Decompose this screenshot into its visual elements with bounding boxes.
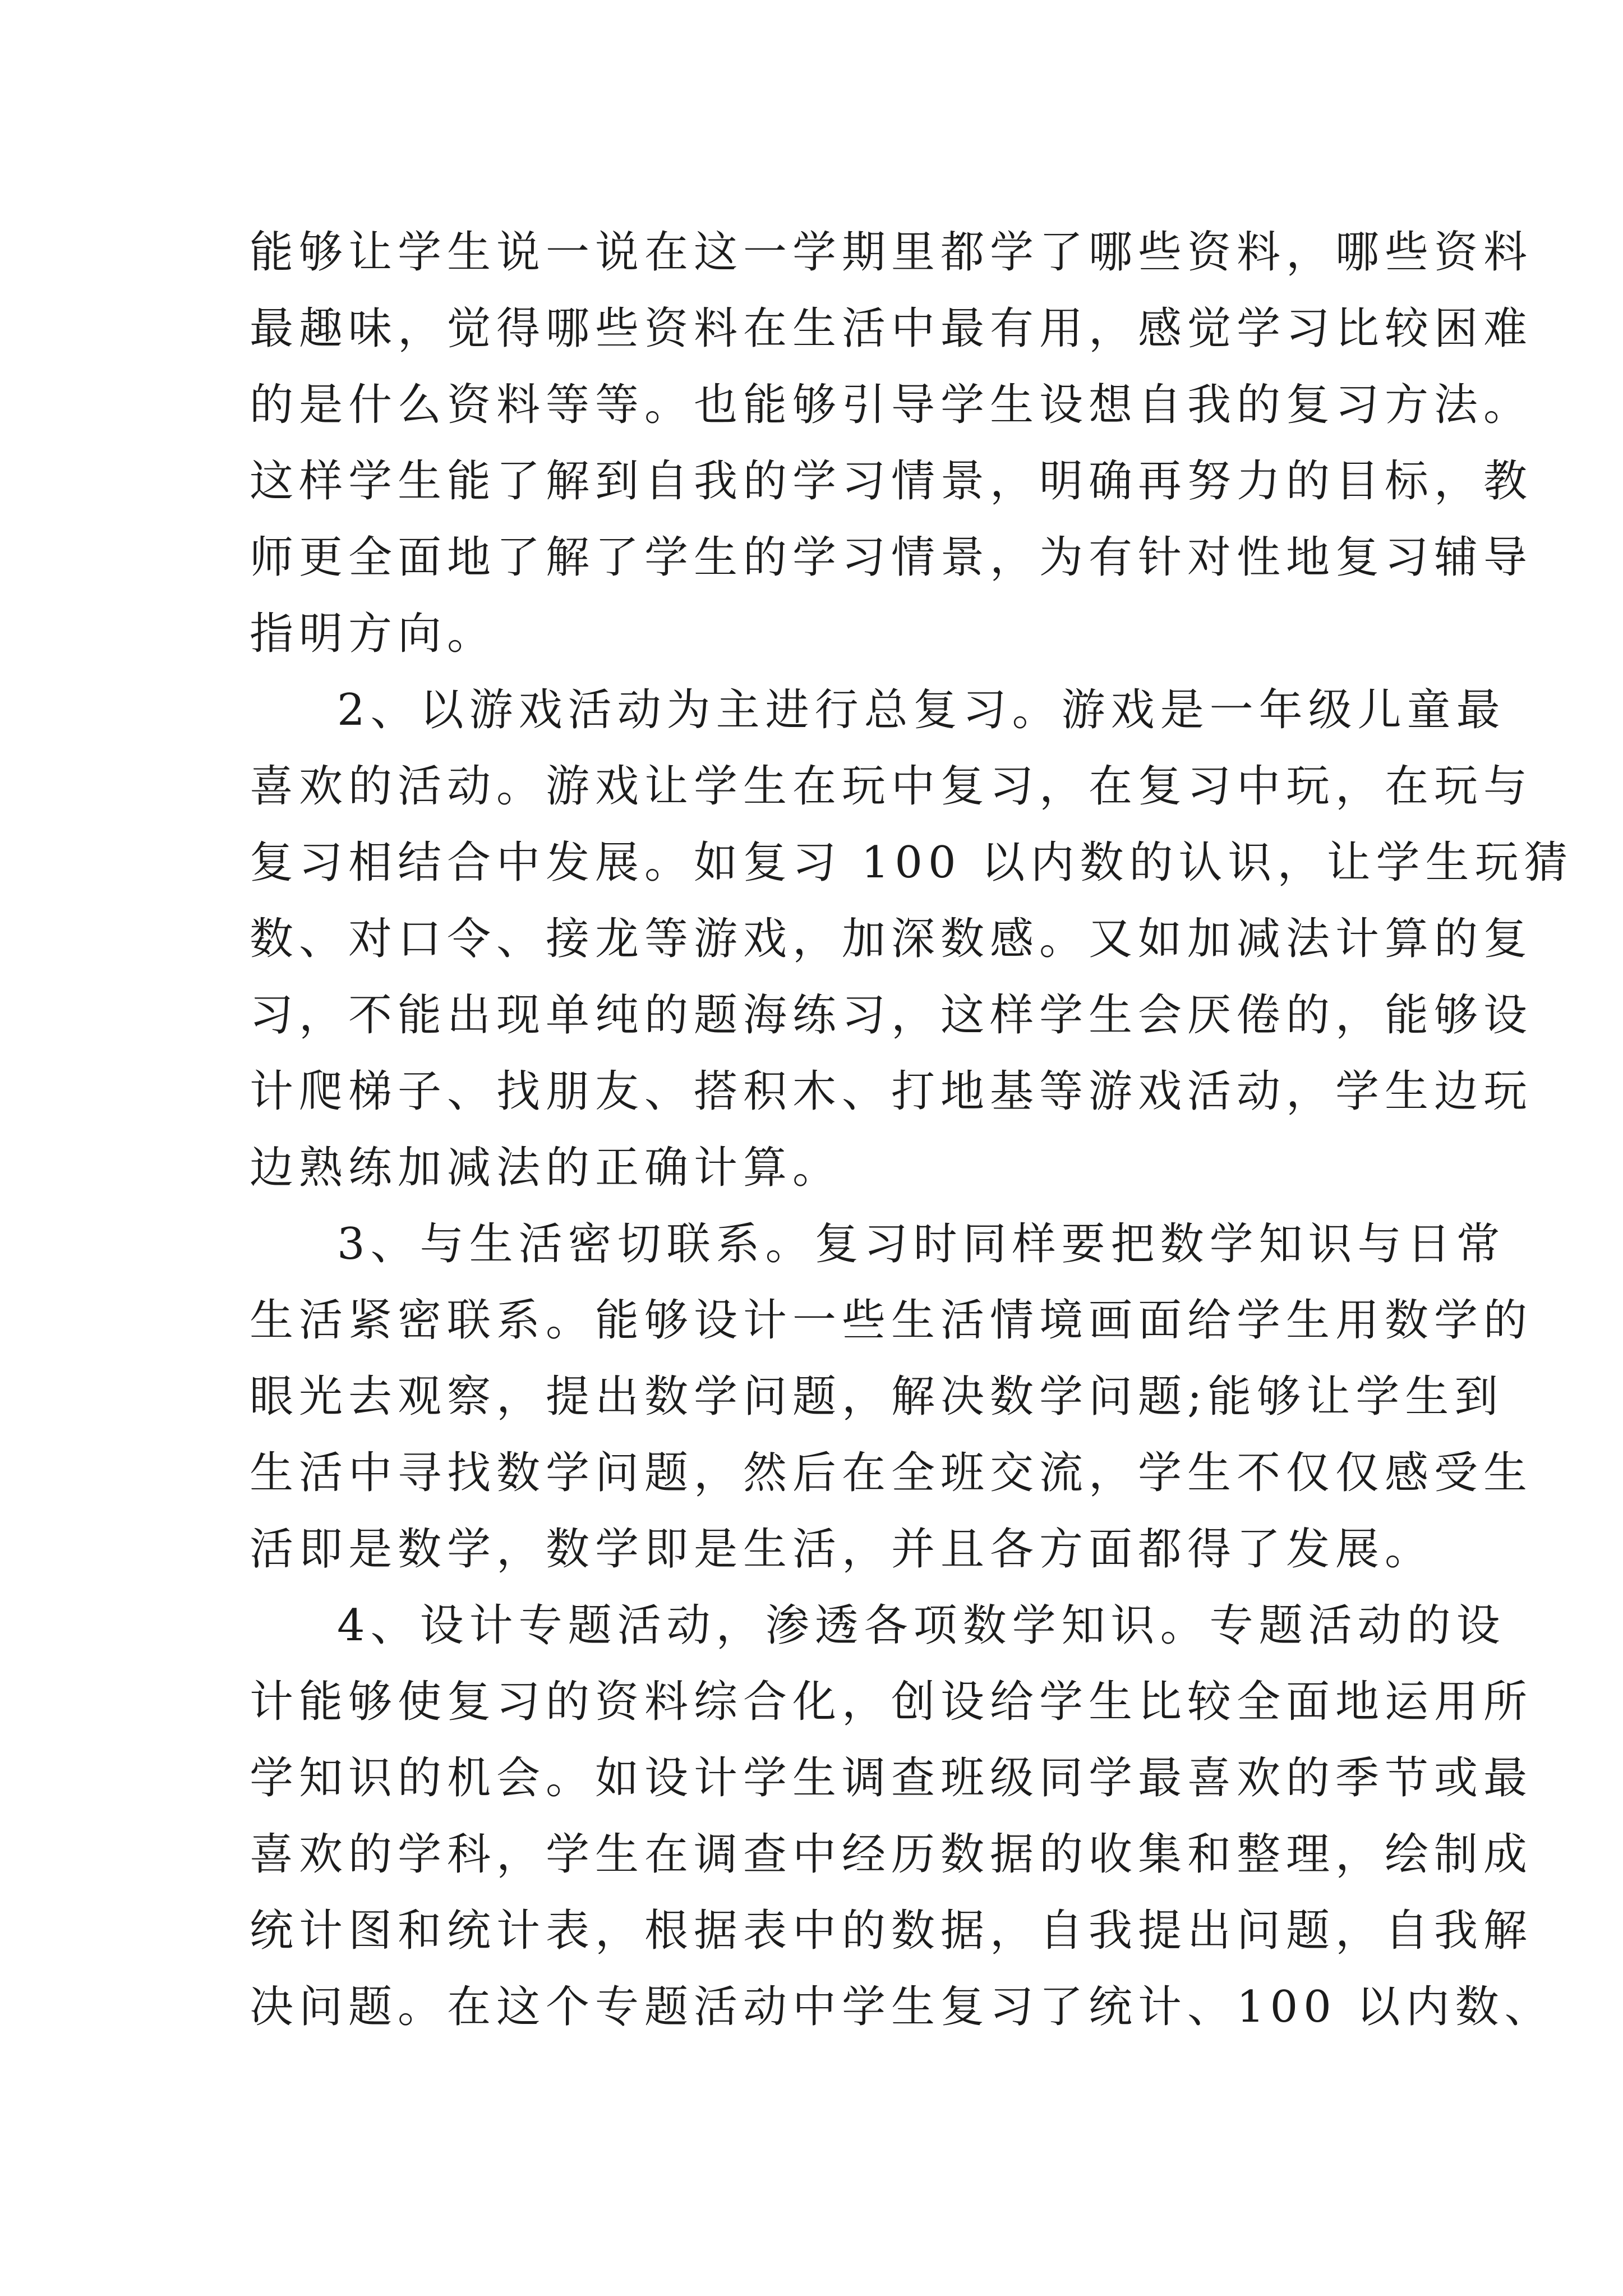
document-body: [250, 214, 1574, 2045]
text-line: 最趣味，觉得哪些资料在生活中最有用，感觉学习比较困难: [250, 303, 1533, 354]
paragraph-3: [250, 1206, 1533, 1588]
text-line: 学知识的机会。如设计学生调查班级同学最喜欢的季节或最: [250, 1753, 1533, 1803]
text-line: 数、对口令、接龙等游戏，加深数感。又如加减法计算的复: [250, 914, 1533, 964]
text-line: 计能够使复习的资料综合化，创设给学生比较全面地运用所: [250, 1677, 1533, 1727]
text-line: 指明方向。: [250, 609, 497, 659]
text-line: 生活紧密联系。能够设计一些生活情境画面给学生用数学的: [250, 1295, 1533, 1346]
text-line: 4、设计专题活动，渗透各项数学知识。专题活动的设: [337, 1600, 1506, 1651]
paragraph-4: [250, 1588, 1554, 2045]
text-line: 喜欢的活动。游戏让学生在玩中复习，在复习中玩，在玩与: [250, 761, 1533, 812]
text-line: 3、与生活密切联系。复习时同样要把数学知识与日常: [337, 1219, 1506, 1269]
text-line: 生活中寻找数学问题，然后在全班交流，学生不仅仅感受生: [250, 1448, 1533, 1498]
text-line: 师更全面地了解了学生的学习情景，为有针对性地复习辅导: [250, 532, 1533, 583]
text-line: 边熟练加减法的正确计算。: [250, 1143, 842, 1193]
paragraph-1: [250, 214, 1533, 672]
text-line: 复习相结合中发展。如复习 100 以内数的认识，让学生玩猜: [250, 838, 1574, 888]
text-line: 习，不能出现单纯的题海练习，这样学生会厌倦的，能够设: [250, 990, 1533, 1041]
text-line: 统计图和统计表，根据表中的数据，自我提出问题，自我解: [250, 1906, 1533, 1956]
text-line: 的是什么资料等等。也能够引导学生设想自我的复习方法。: [250, 380, 1533, 430]
text-line: 活即是数学，数学即是生活，并且各方面都得了发展。: [250, 1524, 1435, 1575]
text-line: 计爬梯子、找朋友、搭积木、打地基等游戏活动，学生边玩: [250, 1066, 1533, 1117]
text-line: 决问题。在这个专题活动中学生复习了统计、100 以内数、: [250, 1982, 1554, 2032]
paragraph-2: [250, 672, 1574, 1206]
text-line: 这样学生能了解到自我的学习情景，明确再努力的目标，教: [250, 456, 1533, 507]
text-line: 2、以游戏活动为主进行总复习。游戏是一年级儿童最: [337, 685, 1506, 735]
text-line: 眼光去观察，提出数学问题，解决数学问题;能够让学生到: [250, 1372, 1504, 1422]
text-line: 喜欢的学科，学生在调查中经历数据的收集和整理，绘制成: [250, 1829, 1533, 1880]
text-line: 能够让学生说一说在这一学期里都学了哪些资料，哪些资料: [250, 227, 1533, 278]
